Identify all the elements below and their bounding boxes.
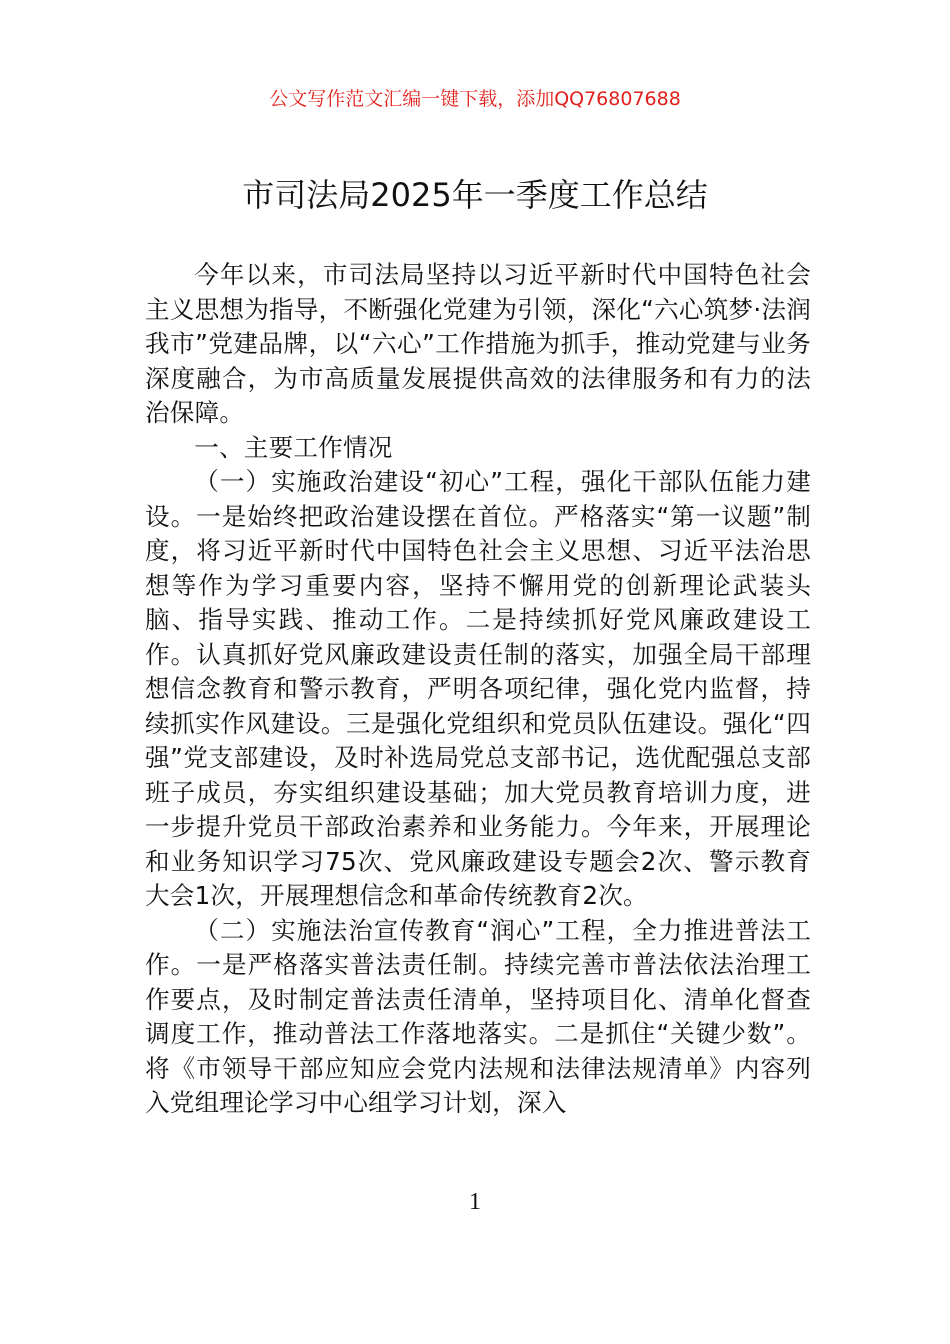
section-heading: 一、主要工作情况 xyxy=(194,432,393,462)
document-body xyxy=(145,258,811,1121)
document-title: 市司法局2025年一季度工作总结 xyxy=(242,176,708,214)
download-promo-note: 公文写作范文汇编一键下载，添加QQ76807688 xyxy=(269,88,681,110)
page-number: 1 xyxy=(469,1189,481,1215)
intro-paragraph: 今年以来，市司法局坚持以习近平新时代中国特色社会主义思想为指导，不断强化党建为引领，深化“六心筑梦·法润我市”党建品牌，以“六心”工作措施为抓手，推动党建与业务深度融合，为市高质量发展提供高效的法律服务和有力的法治保障。 xyxy=(145,260,811,427)
body-paragraph: （一）实施政治建设“初心”工程，强化干部队伍能力建设。一是始终把政治建设摆在首位。严格落实“第一议题”制度，将习近平新时代中国特色社会主义思想、习近平法治思想等作为学习重要内容，坚持不懈用党的创新理论武装头脑、指导实践、推动工作。二是持续抓好党风廉政建设工作。认真抓好党风廉政建设责任制的落实，加强全局干部理想信念教育和警示教育，严明各项纪律，强化党内监督，持续抓实作风建设。三是强化党组织和党员队伍建设。强化“四强”党支部建设，及时补选局党总支部书记，选优配强总支部班子成员，夯实组织建设基础；加大党员教育培训力度，进一步提升党员干部政治素养和业务能力。今年来，开展理论和业务知识学习75次、党风廉政建设专题会2次、警示教育大会1次，开展理想信念和革命传统教育2次。 xyxy=(145,467,811,910)
body-paragraph: （二）实施法治宣传教育“润心”工程，全力推进普法工作。一是严格落实普法责任制。持续完善市普法依法治理工作要点，及时制定普法责任清单，坚持项目化、清单化督查调度工作，推动普法工作落地落实。二是抓住“关键少数”。将《市领导干部应知应会党内法规和法律法规清单》内容列入党组理论学习中心组学习计划，深入 xyxy=(145,915,811,1117)
